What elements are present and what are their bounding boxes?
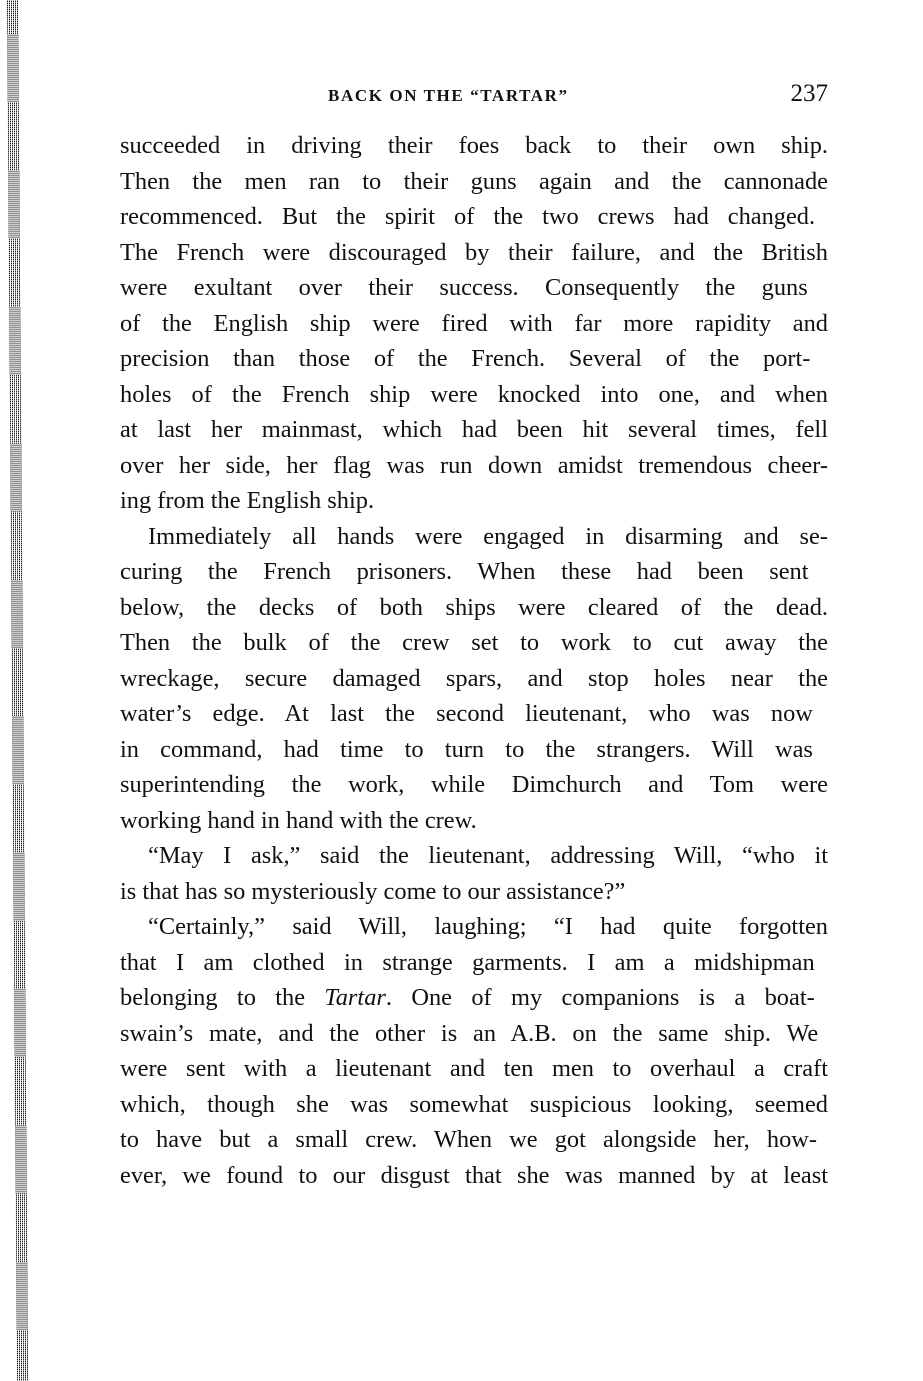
text-fragment: . One of my companions is a boat-	[385, 984, 815, 1011]
text-line: is that has so mysteriously come to our assistance?”	[120, 877, 626, 905]
book-spine-gutter	[7, 0, 28, 1381]
paragraph	[120, 519, 828, 839]
text-line: succeeded in driving their foes back to their own ship.	[120, 132, 828, 159]
text-line: ing from the English ship.	[120, 487, 375, 514]
text-line: recommenced. But the spirit of the two crews had changed.	[120, 203, 816, 230]
text-line: water’s edge. At last the second lieutenant, who was now	[120, 700, 813, 727]
running-head	[120, 80, 828, 110]
text-line: Then the men ran to their guns again and the cannonade	[120, 167, 828, 195]
paragraph	[120, 128, 828, 519]
text-line: of the English ship were fired with far more rapidity and	[120, 309, 828, 337]
ship-name-italic: Tartar	[324, 984, 386, 1011]
text-line	[120, 980, 828, 1016]
paragraph	[120, 909, 828, 1193]
text-line: which, though she was somewhat suspicious looking, seemed	[120, 1090, 828, 1118]
text-line: were sent with a lieutenant and ten men to overhaul a craft	[120, 1055, 828, 1082]
text-line: superintending the work, while Dimchurch and Tom were	[120, 771, 828, 798]
text-line: at last her mainmast, which had been hit several times, fell	[120, 416, 828, 443]
text-line: “Certainly,” said Will, laughing; “I had quite forgotten	[148, 913, 828, 940]
text-line: The French were discouraged by their failure, and the British	[120, 238, 828, 266]
text-line: to have but a small crew. When we got alongside her, how-	[120, 1126, 817, 1153]
running-title: BACK ON THE “TARTAR”	[328, 86, 569, 105]
text-line: precision than those of the French. Several of the port-	[120, 345, 811, 372]
text-line: wreckage, secure damaged spars, and stop holes near the	[120, 664, 828, 692]
text-line: holes of the French ship were knocked into one, and when	[120, 380, 828, 408]
text-line: curing the French prisoners. When these had been sent	[120, 558, 809, 585]
body-text	[120, 128, 828, 1193]
text-line: ever, we found to our disgust that she was manned by at least	[120, 1161, 828, 1189]
page-number: 237	[790, 80, 828, 107]
paragraph	[120, 838, 828, 909]
text-line: below, the decks of both ships were cleared of the dead.	[120, 593, 828, 621]
text-fragment: belonging to the	[120, 984, 325, 1011]
text-line: over her side, her flag was run down amidst tremendous cheer-	[120, 451, 828, 479]
text-line: working hand in hand with the crew.	[120, 806, 477, 834]
text-line: Immediately all hands were engaged in disarming and se-	[148, 522, 828, 550]
text-line: “May I ask,” said the lieutenant, addressing Will, “who it	[148, 842, 828, 869]
text-line: that I am clothed in strange garments. I am a midshipman	[120, 948, 815, 976]
text-line: were exultant over their success. Consequently the guns	[120, 274, 808, 301]
text-line: in command, had time to turn to the strangers. Will was	[120, 735, 813, 763]
text-line: swain’s mate, and the other is an A.B. on the same ship. We	[120, 1019, 819, 1047]
text-line: Then the bulk of the crew set to work to cut away the	[120, 629, 828, 656]
